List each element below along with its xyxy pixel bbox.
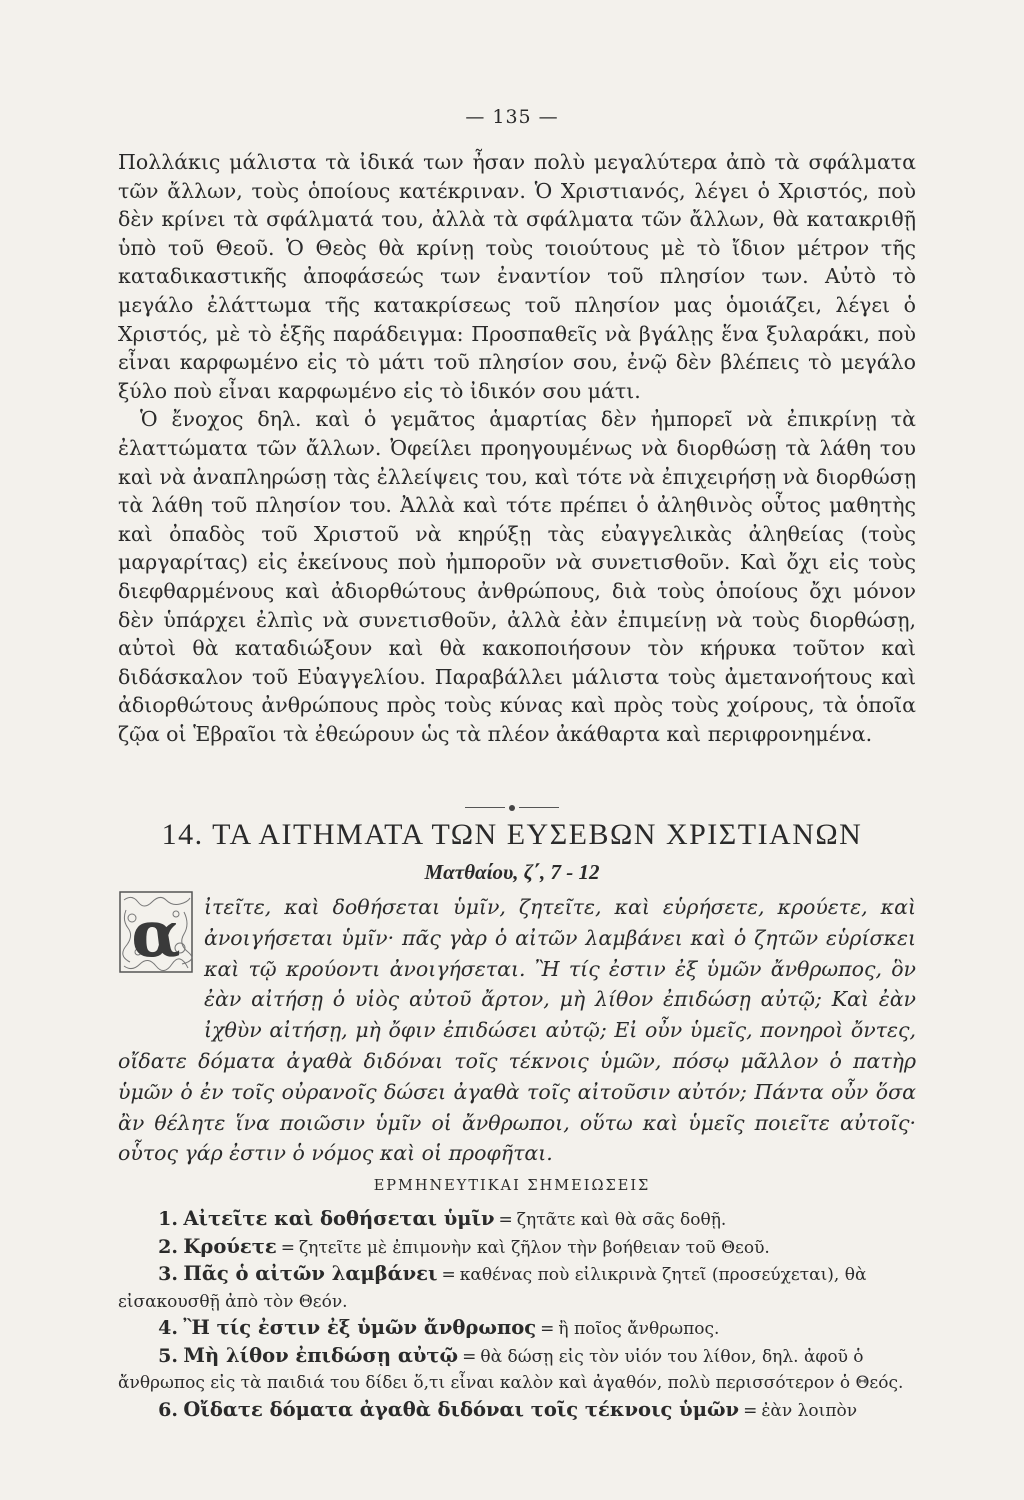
note-item: 4. Ἢ τίς ἐστιν ἐξ ὑμῶν ἄνθρωπος = ἢ ποῖος ἄνθρωπος. xyxy=(158,1316,720,1339)
page-number: — 135 — xyxy=(465,106,559,128)
note-item: 3. Πᾶς ὁ αἰτῶν λαμβάνει = καθένας ποὺ εἰλικρινὰ ζητεῖ (προσεύχεται), θὰ εἰσακουσθῇ ἀπὸ τὸν Θεόν. xyxy=(118,1262,867,1312)
notes-title: ΕΡΜΗΝΕΥΤΙΚΑΙ ΣΗΜΕΙΩΣΕΙΣ xyxy=(373,1178,651,1194)
note-item: 2. Κρούετε = ζητεῖτε μὲ ἐπιμονὴν καὶ ζῆλον τὴν βοήθειαν τοῦ Θεοῦ. xyxy=(158,1234,770,1258)
note-item: 5. Μὴ λίθον ἐπιδώσῃ αὐτῷ = θὰ δώσῃ εἰς τὸν υἱόν του λίθον, δηλ. ἀφοῦ ὁ ἄνθρωπος εἰς τὰ παιδιά του δίδει ὅ,τι εἶναι καλὸν καὶ ἀγαθόν, πολὺ περισσότερον ὁ Θεός. xyxy=(118,1343,904,1393)
scripture-text: ἰτεῖτε, καὶ δοθήσεται ὑμῖν, ζητεῖτε, καὶ εὑρήσετε, κρούετε, καὶ ἀνοιγήσεται ὑμῖν· πᾶς γὰρ ὁ αἰτῶν λαμβάνει καὶ ὁ ζητῶν εὑρίσκει καὶ τῷ κρούοντι ἀνοιγήσεται. Ἢ τίς ἐστιν ἐξ ὑμῶν ἄνθρωπος, ὃν ἐὰν αἰτήσῃ ὁ υἱὸς αὐτοῦ ἄρτον, μὴ λίθον ἐπιδώσῃ αὐτῷ; Καὶ ἐὰν ἰχθὺν αἰτήσῃ, μὴ ὄφιν ἐπιδώσει αὐτῷ; Εἰ οὖν ὑμεῖς, πονηροὶ ὄντες, οἴδατε δόματα ἀγαθὰ διδόναι τοῖς τέκνοις ὑμῶν, πόσῳ μᾶλλον ὁ πατὴρ ὑμῶν ὁ ἐν τοῖς οὐρανοῖς δώσει ἀγαθὰ τοῖς αἰτοῦσιν αὐτόν; Πάντα οὖν ὅσα ἂν θέλητε ἵνα ποιῶσιν ὑμῖν οἱ ἄνθρωποι, οὕτω καὶ ὑμεῖς ποιεῖτε αὐτοῖς· οὗτος γάρ ἐστιν ὁ νόμος καὶ οἱ προφῆται. xyxy=(118,895,916,1166)
body-text xyxy=(118,148,916,748)
section-heading: 14. ΤΑ ΑΙΤΗΜΑΤΑ ΤΩΝ ΕΥΣΕΒΩΝ ΧΡΙΣΤΙΑΝΩΝ xyxy=(161,818,863,851)
paragraph-1: Πολλάκις μάλιστα τὰ ἰδικά των ἦσαν πολὺ μεγαλύτερα ἀπὸ τὰ σφάλματα τῶν ἄλλων, τοὺς ὁποίους κατέκριναν. Ὁ Χριστιανός, λέγει ὁ Χριστός, ποὺ δὲν κρίνει τὰ σφάλματά του, ἀλλὰ τὰ σφάλματα τῶν ἄλλων, θὰ κατακριθῇ ὑπὸ τοῦ Θεοῦ. Ὁ Θεὸς θὰ κρίνῃ τοὺς τοιούτους μὲ τὸ ἴδιον μέτρον τῆς καταδικαστικῆς ἀποφάσεώς των ἐναντίον τοῦ πλησίον των. Αὐτὸ τὸ μεγάλο ἐλάττωμα τῆς κατακρίσεως τοῦ πλησίον μας ὁμοιάζει, λέγει ὁ Χριστός, μὲ τὸ ἑξῆς παράδειγμα: Προσπαθεῖς νὰ βγάλῃς ἕνα ξυλαράκι, ποὺ εἶναι καρφωμένο εἰς τὸ μάτι τοῦ πλησίον σου, ἐνῷ δὲν βλέπεις τὸ μεγάλο ξύλο ποὺ εἶναι καρφωμένο εἰς τὸ ἰδικόν σου μάτι. xyxy=(118,150,916,403)
paragraph-2: Ὁ ἔνοχος δηλ. καὶ ὁ γεμᾶτος ἁμαρτίας δὲν ἠμπορεῖ νὰ ἐπικρίνῃ τὰ ἐλαττώματα τῶν ἄλλων. Ὀφείλει προηγουμένως νὰ διορθώσῃ τὰ λάθη του καὶ νὰ ἀναπληρώσῃ τὰς ἐλλείψεις του, καὶ τότε νὰ ἐπιχειρήσῃ νὰ διορθώσῃ τὰ λάθη τοῦ πλησίον του. Ἀλλὰ καὶ τότε πρέπει ὁ ἀληθινὸς οὗτος μαθητὴς καὶ ὀπαδὸς τοῦ Χριστοῦ νὰ κηρύξῃ τὰς εὐαγγελικὰς ἀληθείας (τοὺς μαργαρίτας) εἰς ἐκείνους ποὺ ἠμποροῦν νὰ συνετισθοῦν. Καὶ ὄχι εἰς τοὺς διεφθαρμένους καὶ ἀδιορθώτους ἀνθρώπους, διὰ τοὺς ὁποίους ὄχι μόνον δὲν ὑπάρχει ἐλπὶς νὰ συνετισθοῦν, ἀλλὰ ἐὰν ἐπιμείνῃ νὰ τοὺς διορθώσῃ, αὐτοὶ θὰ καταδιώξουν καὶ θὰ κακοποιήσουν τὸν κήρυκα τοῦτον καὶ διδάσκαλον τοῦ Εὐαγγελίου. Παραβάλλει μάλιστα τοὺς ἀμετανοήτους καὶ ἀδιορθώτους ἀνθρώπους πρὸς τοὺς κύνας καὶ πρὸς τοὺς χοίρους, τὰ ὁποῖα ζῷα οἱ Ἑβραῖοι τὰ ἐθεώρουν ὡς τὰ πλέον ἀκάθαρτα καὶ περιφρονημένα. xyxy=(118,407,916,746)
section-separator xyxy=(0,800,1024,815)
initial-letter: α xyxy=(131,897,181,972)
note-item: 1. Αἰτεῖτε καὶ δοθήσεται ὑμῖν = ζητᾶτε καὶ θὰ σᾶς δοθῇ. xyxy=(158,1207,727,1230)
scripture-reference: Ματθαίου, ζ΄, 7 - 12 xyxy=(424,860,600,884)
note-item: 6. Οἴδατε δόματα ἀγαθὰ διδόναι τοῖς τέκνοις ὑμῶν = ἐὰν λοιπὸν xyxy=(158,1397,858,1421)
scripture-passage xyxy=(118,892,916,1169)
notes-list xyxy=(118,1206,928,1424)
